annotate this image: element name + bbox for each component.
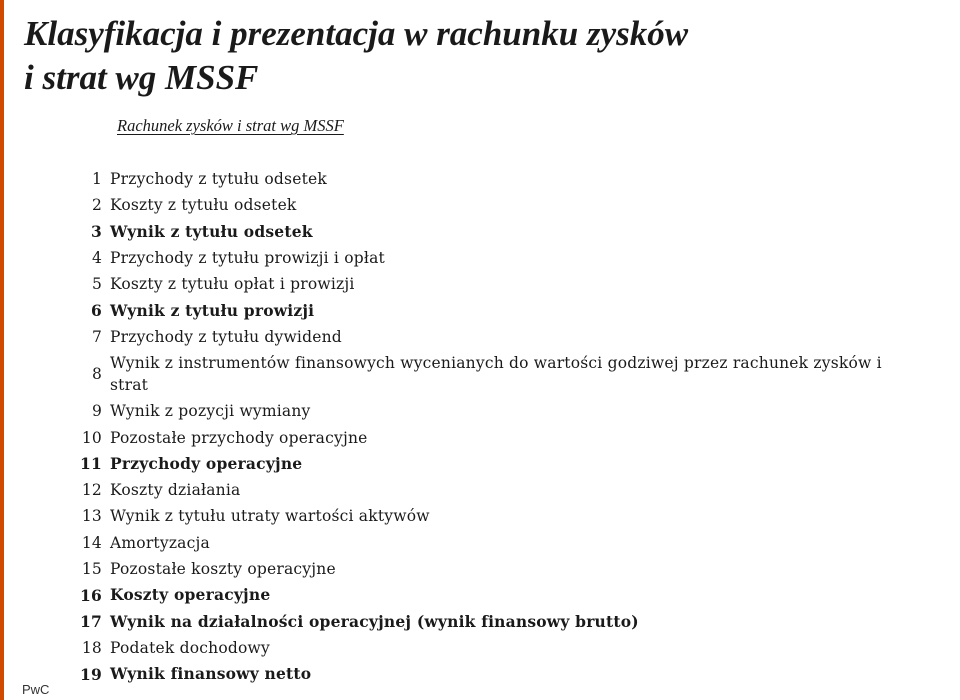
list-item	[60, 661, 920, 687]
row-label: Przychody z tytułu odsetek	[110, 170, 327, 189]
row-label: Koszty z tytułu opłat i prowizji	[110, 275, 355, 294]
list-item	[60, 451, 920, 477]
list-item	[60, 582, 920, 608]
row-number: 10	[81, 428, 102, 447]
row-number: 19	[80, 664, 102, 684]
row-label: Wynik na działalności operacyjnej (wynik finansowy brutto)	[110, 611, 639, 631]
row-label: Wynik z tytułu utraty wartości aktywów	[110, 507, 430, 526]
list-item	[60, 219, 920, 245]
income-statement-list	[60, 166, 920, 687]
list-item	[60, 324, 920, 350]
row-label: Wynik z tytułu prowizji	[110, 300, 315, 320]
row-number: 7	[91, 327, 102, 346]
list-item	[60, 530, 920, 556]
list-item	[60, 477, 920, 503]
list-item	[60, 271, 920, 297]
list-item	[60, 297, 920, 323]
row-label: Pozostałe przychody operacyjne	[110, 428, 368, 447]
row-label: Podatek dochodowy	[110, 638, 270, 657]
row-number: 9	[91, 402, 102, 421]
list-item	[60, 503, 920, 529]
list-item	[60, 424, 920, 450]
row-number: 1	[91, 170, 102, 189]
accent-bar	[0, 0, 4, 700]
row-number: 14	[81, 533, 102, 552]
row-number: 12	[81, 481, 102, 500]
row-label: Przychody operacyjne	[110, 453, 303, 473]
row-number: 6	[91, 301, 102, 321]
list-item	[60, 166, 920, 192]
list-item	[60, 398, 920, 424]
row-number: 16	[80, 585, 102, 605]
row-label: Wynik finansowy netto	[110, 664, 312, 684]
row-label: Wynik z pozycji wymiany	[110, 402, 311, 421]
section-subtitle: Rachunek zysków i strat wg MSSF	[117, 116, 344, 135]
page-title	[24, 12, 924, 100]
row-number: 3	[91, 222, 102, 242]
row-label: Koszty operacyjne	[110, 585, 271, 605]
list-item	[60, 635, 920, 661]
list-item	[60, 608, 920, 634]
pwc-logo: PwC	[22, 682, 50, 697]
row-label: Koszty z tytułu odsetek	[110, 196, 297, 215]
list-item	[60, 556, 920, 582]
row-number: 8	[91, 365, 102, 384]
row-label: Koszty działania	[110, 481, 241, 500]
row-number: 5	[91, 275, 102, 294]
row-label: Przychody z tytułu prowizji i opłat	[110, 249, 385, 268]
page-title-line-1: Klasyfikacja i prezentacja w rachunku zysków	[24, 14, 689, 53]
row-label: Przychody z tytułu dywidend	[110, 327, 342, 346]
row-number: 11	[80, 454, 102, 474]
row-number: 18	[81, 638, 102, 657]
row-label: Wynik z tytułu odsetek	[110, 221, 313, 241]
row-label: Pozostałe koszty operacyjne	[110, 560, 336, 578]
row-label: Wynik z instrumentów finansowych wycenianych do wartości godziwej przez rachunek zysków i strat	[110, 354, 882, 395]
row-number: 17	[80, 612, 102, 632]
page-title-line-2: i strat wg MSSF	[24, 58, 259, 97]
row-number: 15	[81, 560, 102, 578]
row-number: 4	[91, 249, 102, 268]
list-item	[60, 245, 920, 271]
list-item	[60, 192, 920, 218]
row-label: Amortyzacja	[110, 533, 210, 552]
list-item	[60, 350, 920, 398]
row-number: 2	[91, 196, 102, 215]
row-number: 13	[81, 507, 102, 526]
